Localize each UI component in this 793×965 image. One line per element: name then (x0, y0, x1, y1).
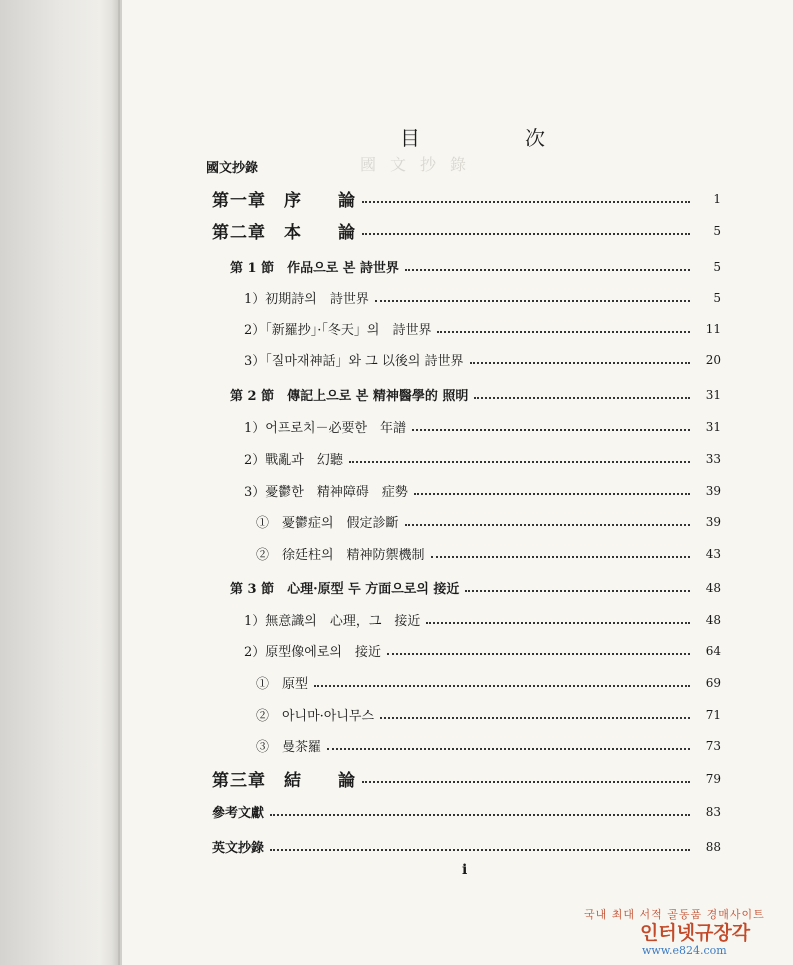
toc-entry (0, 347, 793, 371)
page-number: i (462, 862, 468, 878)
toc-leader-dots (470, 362, 690, 364)
toc-entry-page: 73 (705, 739, 721, 753)
toc-entry-label: 第 3 節 心理·原型 두 方面으로의 接近 (230, 582, 460, 597)
korean-abstract-heading: 國文抄錄 (206, 161, 259, 176)
toc-entry-page: 39 (705, 484, 721, 498)
toc-entry-label: 1）初期詩의 詩世界 (244, 292, 369, 307)
toc-entry-label: 3）「질마재神話」와 그 以後의 詩世界 (244, 354, 464, 369)
toc-entry-page: 48 (705, 581, 721, 595)
bleed-through-text: 國文抄錄 (360, 155, 481, 174)
toc-entry-page: 5 (713, 291, 721, 305)
toc-entry (0, 218, 793, 242)
toc-entry (0, 478, 793, 502)
toc-entry-page: 83 (705, 805, 721, 819)
toc-entry-label: ② 徐廷柱의 精神防禦機制 (256, 548, 425, 563)
toc-entry-label: ① 憂鬱症의 假定診斷 (256, 516, 399, 531)
toc-entry-page: 5 (713, 224, 721, 238)
toc-entry (0, 186, 793, 210)
toc-leader-dots (437, 331, 690, 333)
toc-entry-label: 1）無意識의 心理，그 接近 (244, 614, 421, 629)
toc-leader-dots (426, 622, 690, 624)
toc-leader-dots (270, 814, 690, 816)
toc-entry-label: 3）憂鬱한 精神障碍 症勢 (244, 485, 408, 500)
toc-entry-label: 2）「新羅抄」·「冬天」의 詩世界 (244, 323, 432, 338)
toc-entry-page: 48 (705, 613, 721, 627)
toc-leader-dots (405, 269, 690, 271)
toc-leader-dots (431, 556, 690, 558)
toc-leader-dots (375, 300, 690, 302)
toc-entry-page: 64 (705, 644, 721, 658)
toc-leader-dots (414, 493, 690, 495)
toc-entry (0, 316, 793, 340)
toc-entry (0, 414, 793, 438)
toc-entry-page: 79 (705, 772, 721, 786)
toc-entry-page: 39 (705, 515, 721, 529)
toc-leader-dots (270, 849, 690, 851)
toc-entry (0, 766, 793, 790)
toc-title-char-2: 次 (525, 126, 545, 150)
toc-entry-label: ② 아니마·아니무스 (256, 709, 375, 724)
toc-leader-dots (349, 461, 690, 463)
toc-entry (0, 834, 793, 858)
toc-entry-label: 第一章 序 論 (212, 191, 356, 211)
toc-entry (0, 382, 793, 406)
toc-leader-dots (362, 201, 690, 203)
toc-entry (0, 733, 793, 757)
watermark-brand: 인터넷규장각 (640, 922, 751, 944)
toc-entry (0, 702, 793, 726)
toc-entry (0, 607, 793, 631)
toc-entry (0, 446, 793, 470)
toc-entry-page: 31 (705, 420, 721, 434)
toc-leader-dots (405, 524, 690, 526)
toc-entry-page: 20 (705, 353, 721, 367)
toc-entry-label: 第二章 本 論 (212, 223, 356, 243)
toc-entry-page: 5 (713, 260, 721, 274)
toc-leader-dots (314, 685, 690, 687)
toc-entry-label: 參考文獻 (212, 806, 265, 821)
toc-entry-label: 第 1 節 作品으로 본 詩世界 (230, 261, 399, 276)
toc-entry-page: 11 (705, 322, 721, 336)
toc-leader-dots (465, 590, 690, 592)
toc-entry-page: 71 (705, 708, 721, 722)
toc-entry-page: 88 (705, 840, 721, 854)
toc-leader-dots (387, 653, 690, 655)
toc-entry-page: 31 (705, 388, 721, 402)
toc-entry-label: ① 原型 (256, 677, 309, 692)
toc-entry (0, 670, 793, 694)
watermark-tagline: 국내 최대 서적 골동품 경매사이트 (584, 908, 765, 921)
toc-title-char-1: 目 (400, 126, 420, 150)
toc-leader-dots (362, 233, 690, 235)
toc-entry (0, 638, 793, 662)
toc-entry (0, 285, 793, 309)
toc-leader-dots (474, 397, 690, 399)
toc-entry-page: 69 (705, 676, 721, 690)
toc-leader-dots (362, 781, 690, 783)
toc-entry (0, 541, 793, 565)
toc-leader-dots (380, 717, 690, 719)
toc-entry (0, 254, 793, 278)
toc-entry-label: ③ 曼茶羅 (256, 740, 322, 755)
toc-entry-page: 43 (705, 547, 721, 561)
toc-entry-label: 英文抄錄 (212, 841, 265, 856)
toc-title (400, 122, 545, 151)
watermark-url: www.e824.com (642, 944, 727, 957)
toc-entry (0, 575, 793, 599)
toc-entry-label: 第 2 節 傳記上으로 본 精神醫學的 照明 (230, 389, 469, 404)
toc-entry-label: 第三章 結 論 (212, 771, 356, 791)
toc-entry-label: 1）어프로치－必要한 年譜 (244, 421, 407, 436)
toc-leader-dots (327, 748, 690, 750)
toc-entry (0, 799, 793, 823)
toc-entry-label: 2）戰亂과 幻聽 (244, 453, 343, 468)
toc-entry (0, 509, 793, 533)
toc-entry-page: 33 (705, 452, 721, 466)
toc-entry-label: 2）原型像에로의 接近 (244, 645, 381, 660)
toc-entry-page: 1 (713, 192, 721, 206)
toc-leader-dots (412, 429, 690, 431)
